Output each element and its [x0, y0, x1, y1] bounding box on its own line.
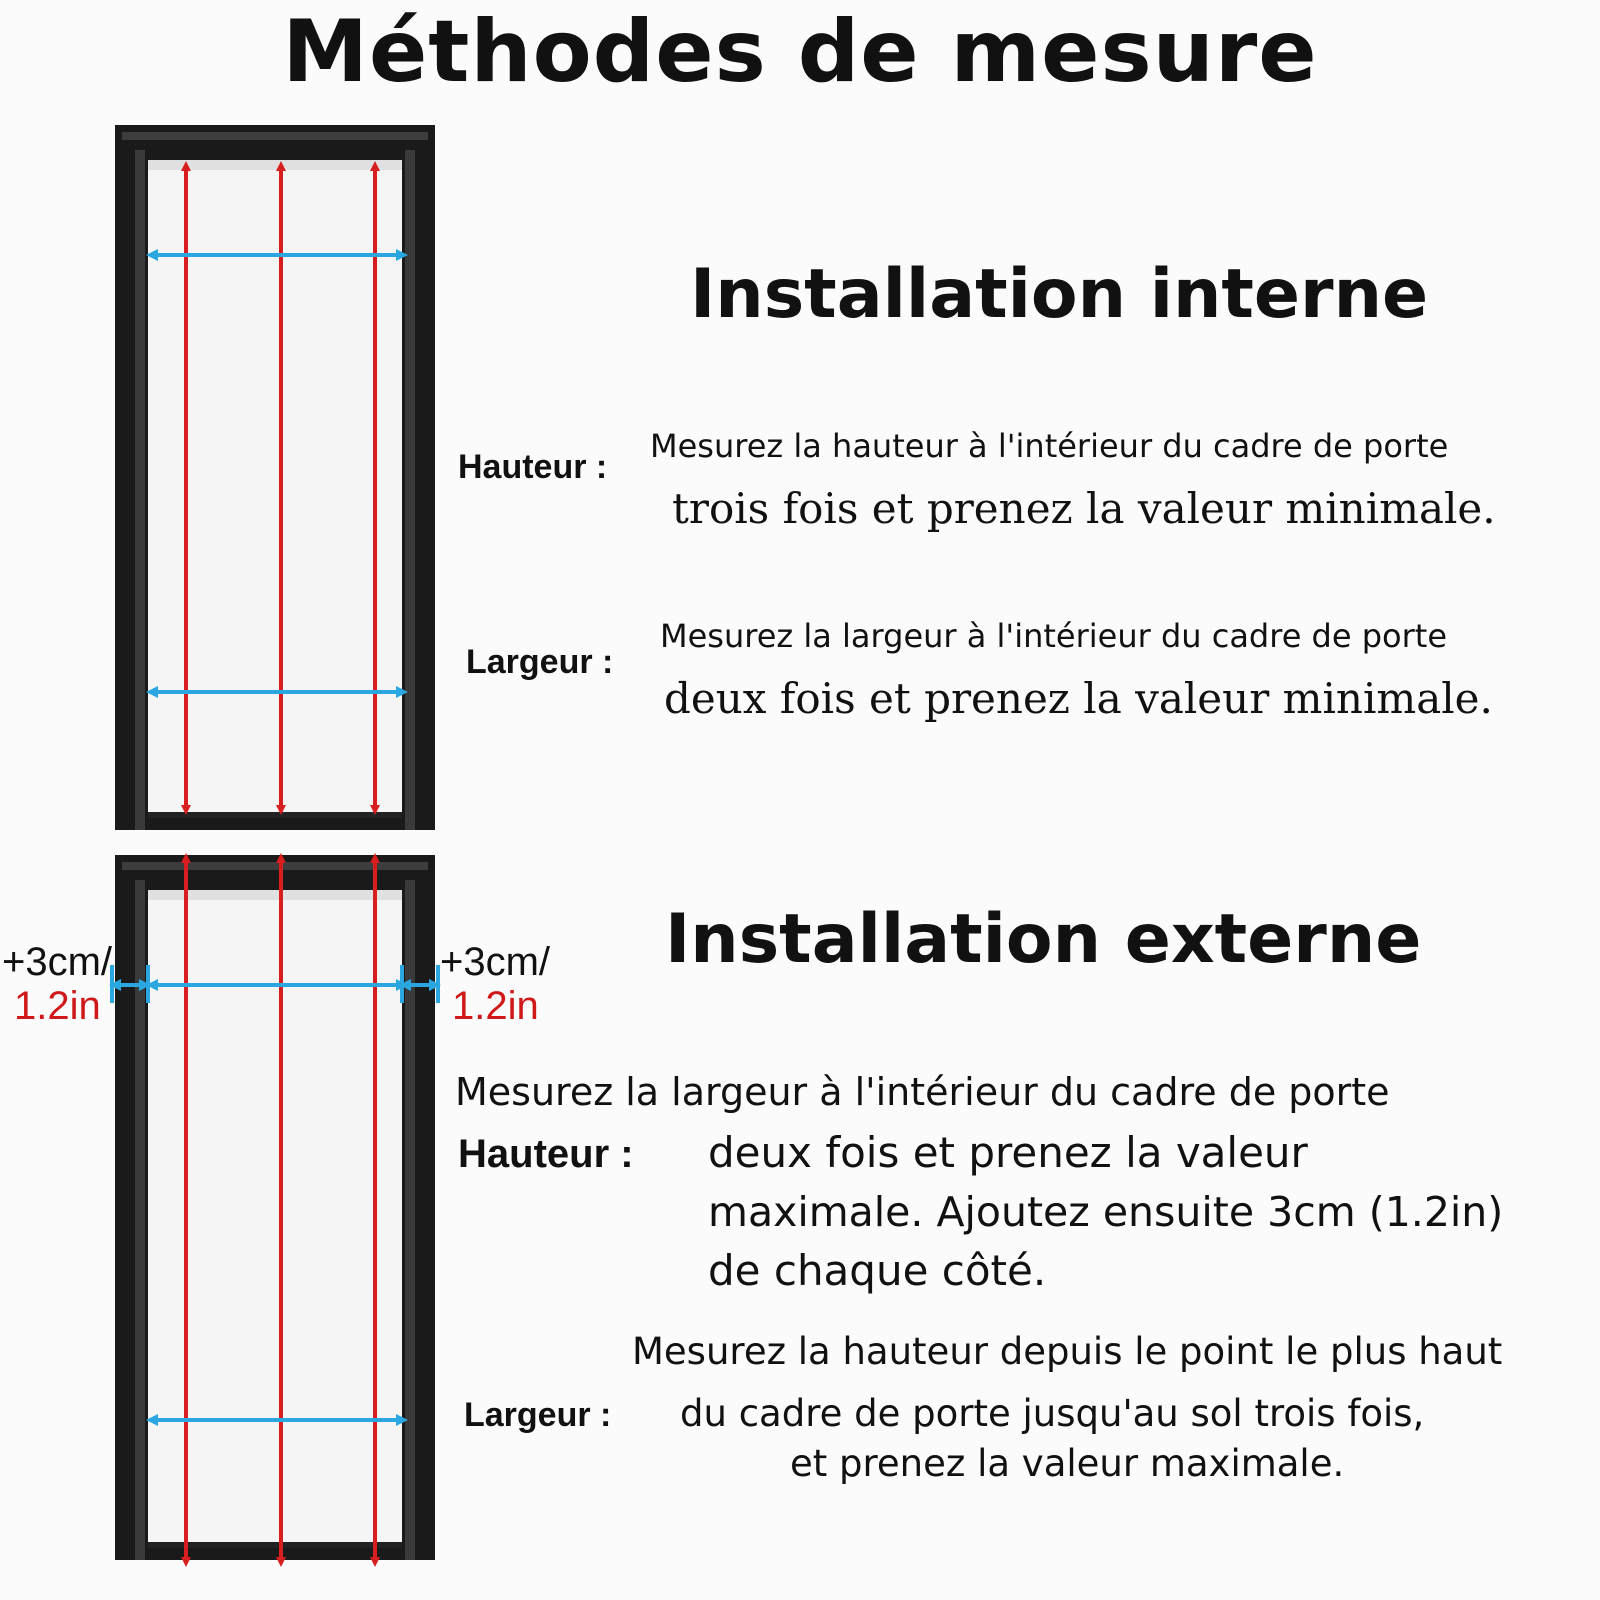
external-height-line3: de chaque côté. — [708, 1246, 1047, 1295]
internal-width-line2: deux fois et prenez la valeur minimale. — [664, 674, 1493, 723]
external-height-line2: maximale. Ajoutez ensuite 3cm (1.2in) — [708, 1188, 1504, 1236]
internal-width-label: Largeur : — [466, 643, 614, 681]
internal-door — [115, 125, 435, 830]
internal-height-label: Hauteur : — [458, 448, 608, 486]
left-offset-cm: +3cm/ — [2, 940, 113, 984]
external-height-label: Hauteur : — [458, 1132, 634, 1176]
internal-width-line1: Mesurez la largeur à l'intérieur du cadre de porte — [660, 617, 1447, 655]
external-width-line1: Mesurez la hauteur depuis le point le plus haut — [632, 1330, 1503, 1373]
internal-height-line2: trois fois et prenez la valeur minimale. — [672, 484, 1496, 533]
external-height-line1: deux fois et prenez la valeur — [708, 1128, 1308, 1177]
external-width-line3: et prenez la valeur maximale. — [790, 1442, 1345, 1485]
internal-section-title: Installation interne — [690, 255, 1429, 334]
right-offset-in: 1.2in — [452, 984, 539, 1028]
external-width-line2: du cadre de porte jusqu'au sol trois fois, — [680, 1392, 1425, 1435]
external-width-intro: Mesurez la largeur à l'intérieur du cadre de porte — [455, 1070, 1390, 1114]
right-offset-cm: +3cm/ — [440, 940, 551, 984]
left-offset-in: 1.2in — [14, 984, 101, 1028]
internal-height-line1: Mesurez la hauteur à l'intérieur du cadre de porte — [650, 427, 1449, 465]
external-width-label: Largeur : — [464, 1396, 612, 1434]
external-section-title: Installation externe — [665, 900, 1422, 979]
page-title: Méthodes de mesure — [282, 2, 1318, 102]
external-door — [115, 855, 435, 1560]
